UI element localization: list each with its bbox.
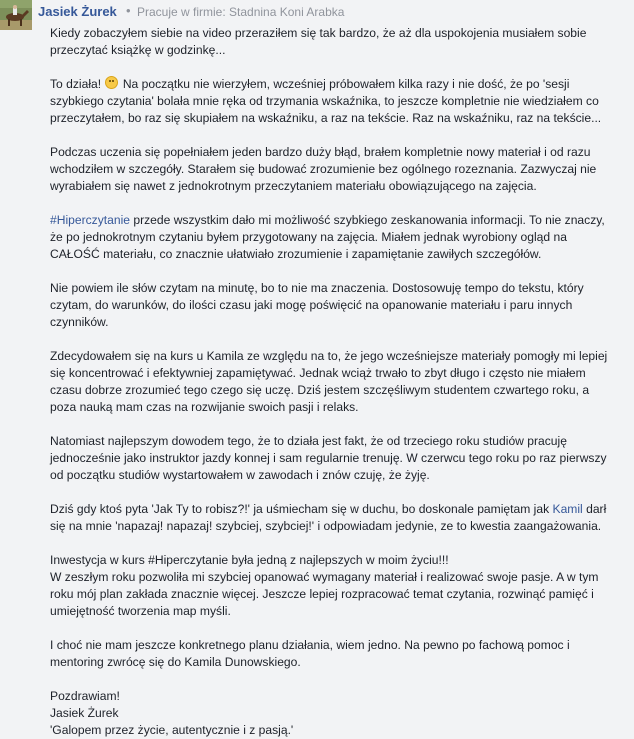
text-line: CAŁOŚĆ materiału, co znacznie ułatwiało zrozumienie i zapamiętanie zawiłych szczegółów. xyxy=(50,247,542,261)
text-line: się na mnie 'napazaj! napazaj! szybciej, szybciej!' i odpowiadam jedynie, ze to kwestia zaangażowania. xyxy=(50,519,602,533)
text-segment: przede wszystkim dało mi możliwość szybkiego zeskanowania informacji. To nie znaczy, xyxy=(130,213,605,227)
text-line: od początku studiów wystartowałem w zawodach i znów czuję, że żyję. xyxy=(50,468,430,482)
text-line: Podczas uczenia się popełniałem jeden bardzo duży błąd, brałem kompletnie nowy materiał i od razu xyxy=(50,145,591,159)
mention-link[interactable]: Kamil xyxy=(552,502,583,516)
text-line: Zdecydowałem się na kurs u Kamila ze względu na to, że jego wcześniejsze materiały pomogły mi lepiej xyxy=(50,349,608,363)
paragraph-6 xyxy=(50,348,620,416)
text-line: Pozdrawiam! xyxy=(50,689,120,703)
text-line: jednocześnie jako instruktor jazdy konnej i sam regularnie trenuję. W czerwcu tego roku po raz pierwszy xyxy=(50,451,607,465)
paragraph-5 xyxy=(50,280,620,331)
text-line: Jasiek Żurek xyxy=(50,706,119,720)
text-line: 'Galopem przez życie, autentycznie i z pasją.' xyxy=(50,723,294,737)
text-line xyxy=(50,501,620,518)
paragraph-7 xyxy=(50,433,620,484)
text-line: Inwestycja w kurs #Hiperczytanie była jedną z najlepszych w moim życiu!!! xyxy=(50,553,449,567)
horse-rider-photo-icon xyxy=(0,0,32,30)
paragraph-10 xyxy=(50,637,620,671)
text-line: czytam, do warunków, do ilości czasu jaki mogę poświęcić na opanowanie materiału i paru innych xyxy=(50,298,573,312)
text-line: umiejętność tworzenia map myśli. xyxy=(50,604,231,618)
author-employer: Pracuje w firmie: Stadnina Koni Arabka xyxy=(137,5,345,19)
text-line: roku mój plan zakłada znacznie więcej. Jeszcze lepiej rozpracować temat czytania, rozwinąć pamięć i xyxy=(50,587,594,601)
separator: • xyxy=(126,3,131,18)
text-line: Natomiast najlepszym dowodem tego, że to działa jest fakt, że od trzeciego roku studiów pracuję xyxy=(50,434,567,448)
text-segment: Dziś gdy ktoś pyta 'Jak Ty to robisz?!' ja uśmiecham się w duchu, bo doskonale pamiętam jak xyxy=(50,502,553,516)
paragraph-4 xyxy=(50,212,620,263)
paragraph-2 xyxy=(50,76,620,127)
paragraph-9 xyxy=(50,552,620,620)
text-line: przeczytałem, bo raz się skupiałem na wskaźniku, a raz na tekście. Raz na wskaźniku, raz na tekście... xyxy=(50,111,602,125)
text-line: mentoring zwrócę się do Kamila Dunowskiego. xyxy=(50,655,301,669)
text-line: wchodziłem w szczegóły. Starałem się budować zrozumienie bez ogólnego rozeznania. Zazwyczaj nie xyxy=(50,162,597,176)
text-line: szybkiego czytania' bolała mnie ręka od trzymania wskaźnika, to jeszcze kompletnie nie wiedziałem co xyxy=(50,94,599,108)
smiling-face-icon xyxy=(105,76,118,89)
paragraph-3 xyxy=(50,144,620,195)
text-line: W zeszłym roku pozwoliła mi szybciej opanować wymagany materiał i realizować swoje pasje. A w tym xyxy=(50,570,599,584)
paragraph-8 xyxy=(50,501,620,535)
hashtag-link[interactable]: #Hiperczytanie xyxy=(50,213,130,227)
text-segment: To działa! xyxy=(50,77,105,91)
post-body xyxy=(50,25,620,739)
text-line: Nie powiem ile słów czytam na minutę, bo to nie ma znaczenia. Dostosowuję tempo do tekstu, który xyxy=(50,281,584,295)
text-line: że po jednokrotnym czytaniu byłem przygotowany na zajęcia. Miałem jednak wyrobiony ogląd na xyxy=(50,230,567,244)
paragraph-1 xyxy=(50,25,620,59)
text-line xyxy=(50,76,620,93)
signature-paragraph xyxy=(50,688,620,739)
text-line: Kiedy zobaczyłem siebie na video przeraziłem się tak bardzo, że aż dla uspokojenia musiałem sobie xyxy=(50,26,587,40)
text-line xyxy=(50,212,620,229)
text-line: się koncentrować i efektywniej zapamiętywać. Jednak wciąż trwało to zbyt długo i często nie miałem xyxy=(50,366,586,380)
text-line: poza nauką mam czas na rozwijanie swoich pasji i relaks. xyxy=(50,400,359,414)
text-line: I choć nie mam jeszcze konkretnego planu działania, wiem jedno. Na pewno po fachową pomoc i xyxy=(50,638,570,652)
author-name-link[interactable]: Jasiek Żurek xyxy=(38,4,117,19)
text-segment: darł xyxy=(582,502,607,516)
text-line: wyrabiałem się nawet z jednokrotnym przeczytaniem materiału obowiązującego na zajęcia. xyxy=(50,179,537,193)
text-segment: Na początku nie wierzyłem, wcześniej próbowałem kilka razy i nie dość, że po 'sesji xyxy=(119,77,570,91)
avatar[interactable] xyxy=(0,0,32,30)
text-line: przeczytać książkę w godzinkę... xyxy=(50,43,226,57)
text-line: czynników. xyxy=(50,315,109,329)
text-line: czasu dobrze zrozumieć tego czego się uczę. Dziś jestem szczęśliwym studentem czwartego roku, a xyxy=(50,383,590,397)
